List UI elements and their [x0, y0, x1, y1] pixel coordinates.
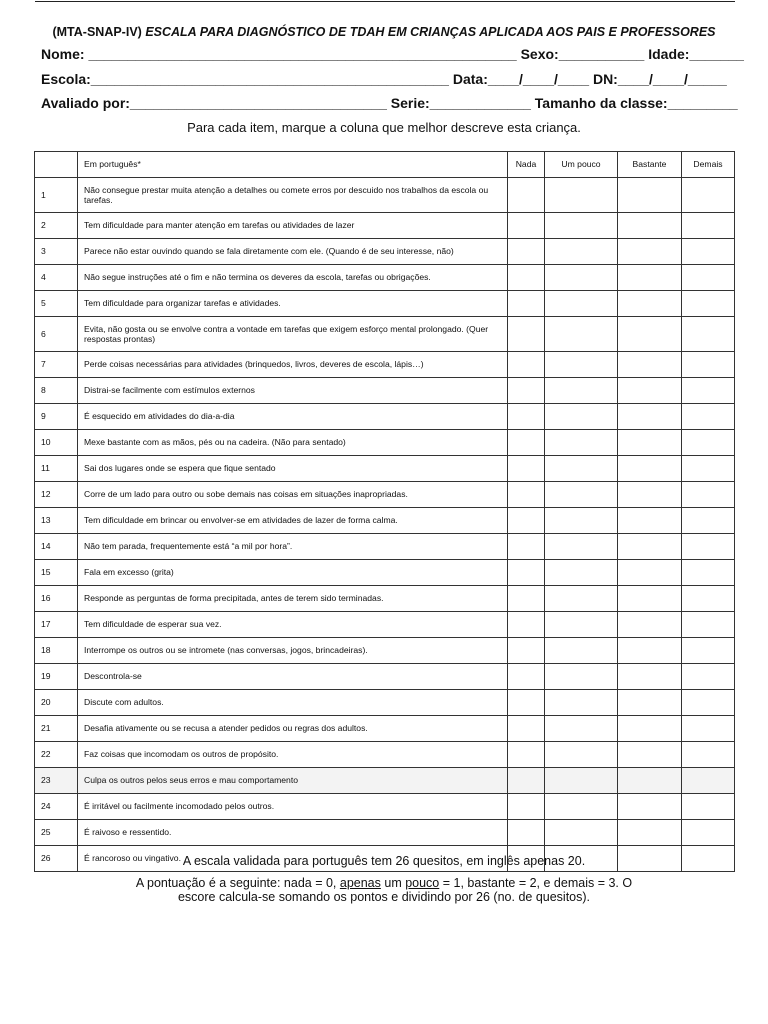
answer-cell-demais[interactable]	[682, 690, 735, 716]
table-row	[35, 456, 735, 482]
answer-cell-nada[interactable]	[508, 456, 545, 482]
header-item: Em português*	[78, 152, 508, 178]
answer-cell-nada[interactable]	[508, 534, 545, 560]
answer-cell-demais[interactable]	[682, 430, 735, 456]
item-text: Descontrola-se	[78, 664, 508, 690]
answer-cell-nada[interactable]	[508, 664, 545, 690]
answer-cell-bastante[interactable]	[618, 716, 682, 742]
answer-cell-demais[interactable]	[682, 612, 735, 638]
table-row	[35, 768, 735, 794]
item-number: 3	[35, 239, 78, 265]
answer-cell-bastante[interactable]	[618, 560, 682, 586]
table-row	[35, 482, 735, 508]
answer-cell-um-pouco[interactable]	[545, 560, 618, 586]
answer-cell-demais[interactable]	[682, 213, 735, 239]
item-number: 2	[35, 213, 78, 239]
item-text: Não segue instruções até o fim e não termina os deveres da escola, tarefas ou obrigações.	[78, 265, 508, 291]
answer-cell-demais[interactable]	[682, 265, 735, 291]
answer-cell-nada[interactable]	[508, 239, 545, 265]
answer-cell-bastante[interactable]	[618, 638, 682, 664]
table-row	[35, 239, 735, 265]
item-number: 20	[35, 690, 78, 716]
answer-cell-bastante[interactable]	[618, 291, 682, 317]
answer-cell-bastante[interactable]	[618, 794, 682, 820]
answer-cell-demais[interactable]	[682, 404, 735, 430]
item-number: 10	[35, 430, 78, 456]
answer-cell-nada[interactable]	[508, 265, 545, 291]
item-text: Mexe bastante com as mãos, pés ou na cadeira. (Não para sentado)	[78, 430, 508, 456]
answer-cell-nada[interactable]	[508, 716, 545, 742]
field-line-school-date-dob[interactable]: Escola:______________________________________________ Data:____/____/____ DN:____/____/_____	[41, 71, 727, 87]
answer-cell-demais[interactable]	[682, 742, 735, 768]
page-title	[0, 25, 768, 39]
item-number: 19	[35, 664, 78, 690]
field-line-evaluator-grade-classsize[interactable]: Avaliado por:_________________________________ Serie:_____________ Tamanho da classe:_________	[41, 95, 738, 111]
table-row	[35, 638, 735, 664]
header-bastante: Bastante	[618, 152, 682, 178]
answer-cell-demais[interactable]	[682, 508, 735, 534]
item-number: 8	[35, 378, 78, 404]
answer-cell-nada[interactable]	[508, 586, 545, 612]
answer-cell-nada[interactable]	[508, 317, 545, 352]
answer-cell-um-pouco[interactable]	[545, 638, 618, 664]
answer-cell-bastante[interactable]	[618, 482, 682, 508]
item-text: Sai dos lugares onde se espera que fique sentado	[78, 456, 508, 482]
table-row	[35, 352, 735, 378]
answer-cell-bastante[interactable]	[618, 768, 682, 794]
answer-cell-nada[interactable]	[508, 612, 545, 638]
field-line-name-sex-age[interactable]: Nome: _______________________________________________________ Sexo:___________ Idade:_______	[41, 46, 744, 62]
item-text: Faz coisas que incomodam os outros de propósito.	[78, 742, 508, 768]
answer-cell-demais[interactable]	[682, 239, 735, 265]
answer-cell-demais[interactable]	[682, 716, 735, 742]
answer-cell-um-pouco[interactable]	[545, 586, 618, 612]
item-number: 12	[35, 482, 78, 508]
answer-cell-um-pouco[interactable]	[545, 482, 618, 508]
item-number: 26	[35, 846, 78, 872]
answer-cell-bastante[interactable]	[618, 534, 682, 560]
item-text: Parece não estar ouvindo quando se fala diretamente com ele. (Quando é de seu interesse, não)	[78, 239, 508, 265]
item-number: 21	[35, 716, 78, 742]
answer-cell-nada[interactable]	[508, 560, 545, 586]
item-text: Tem dificuldade em brincar ou envolver-se em atividades de lazer de forma calma.	[78, 508, 508, 534]
answer-cell-nada[interactable]	[508, 742, 545, 768]
table-row	[35, 430, 735, 456]
item-number: 1	[35, 178, 78, 213]
answer-cell-demais[interactable]	[682, 291, 735, 317]
answer-cell-um-pouco[interactable]	[545, 742, 618, 768]
instruction-text: Para cada item, marque a coluna que melhor descreve esta criança.	[187, 120, 581, 135]
questionnaire-table	[34, 151, 735, 872]
header-nada: Nada	[508, 152, 545, 178]
item-number: 11	[35, 456, 78, 482]
table-row	[35, 178, 735, 213]
answer-cell-bastante[interactable]	[618, 178, 682, 213]
title-text: ESCALA PARA DIAGNÓSTICO DE TDAH EM CRIANÇAS APLICADA AOS PAIS E PROFESSORES	[145, 25, 716, 39]
answer-cell-demais[interactable]	[682, 664, 735, 690]
answer-cell-bastante[interactable]	[618, 239, 682, 265]
table-row	[35, 213, 735, 239]
answer-cell-bastante[interactable]	[618, 612, 682, 638]
answer-cell-bastante[interactable]	[618, 430, 682, 456]
item-text: Não consegue prestar muita atenção a detalhes ou comete erros por descuido nos trabalhos da escola ou tarefas.	[78, 178, 508, 213]
table-row	[35, 716, 735, 742]
answer-cell-demais[interactable]	[682, 560, 735, 586]
answer-cell-demais[interactable]	[682, 482, 735, 508]
answer-cell-bastante[interactable]	[618, 317, 682, 352]
answer-cell-um-pouco[interactable]	[545, 612, 618, 638]
item-number: 7	[35, 352, 78, 378]
answer-cell-um-pouco[interactable]	[545, 291, 618, 317]
answer-cell-bastante[interactable]	[618, 508, 682, 534]
item-text: É irritável ou facilmente incomodado pelos outros.	[78, 794, 508, 820]
answer-cell-um-pouco[interactable]	[545, 378, 618, 404]
item-text: É rancoroso ou vingativo.	[78, 846, 508, 872]
answer-cell-demais[interactable]	[682, 768, 735, 794]
header-um-pouco: Um pouco	[545, 152, 618, 178]
footer-scoring-line	[0, 876, 768, 890]
item-number: 16	[35, 586, 78, 612]
answer-cell-demais[interactable]	[682, 638, 735, 664]
answer-cell-nada[interactable]	[508, 291, 545, 317]
item-text: Responde as perguntas de forma precipitada, antes de terem sido terminadas.	[78, 586, 508, 612]
item-text: Distrai-se facilmente com estímulos externos	[78, 378, 508, 404]
answer-cell-bastante[interactable]	[618, 742, 682, 768]
item-text: Evita, não gosta ou se envolve contra a vontade em tarefas que exigem esforço mental prolongado. (Quer respostas prontas)	[78, 317, 508, 352]
answer-cell-nada[interactable]	[508, 352, 545, 378]
header-demais: Demais	[682, 152, 735, 178]
answer-cell-nada[interactable]	[508, 178, 545, 213]
table-row	[35, 317, 735, 352]
answer-cell-nada[interactable]	[508, 638, 545, 664]
item-number: 14	[35, 534, 78, 560]
item-number: 13	[35, 508, 78, 534]
answer-cell-nada[interactable]	[508, 820, 545, 846]
item-number: 9	[35, 404, 78, 430]
answer-cell-bastante[interactable]	[618, 404, 682, 430]
footer-score-calc: escore calcula-se somando os pontos e dividindo por 26 (no. de quesitos).	[177, 890, 591, 904]
answer-cell-um-pouco[interactable]	[545, 456, 618, 482]
item-text: Interrompe os outros ou se intromete (nas conversas, jogos, brincadeiras).	[78, 638, 508, 664]
table-row	[35, 664, 735, 690]
answer-cell-demais[interactable]	[682, 352, 735, 378]
answer-cell-demais[interactable]	[682, 178, 735, 213]
answer-cell-demais[interactable]	[682, 456, 735, 482]
answer-cell-um-pouco[interactable]	[545, 178, 618, 213]
scoring-word-apenas: apenas	[339, 876, 381, 890]
answer-cell-um-pouco[interactable]	[545, 820, 618, 846]
answer-cell-nada[interactable]	[508, 378, 545, 404]
table-row	[35, 794, 735, 820]
answer-cell-demais[interactable]	[682, 378, 735, 404]
answer-cell-nada[interactable]	[508, 794, 545, 820]
title-prefix: (MTA-SNAP-IV)	[52, 25, 142, 39]
item-number: 23	[35, 768, 78, 794]
item-number: 25	[35, 820, 78, 846]
table-row	[35, 586, 735, 612]
item-text: Culpa os outros pelos seus erros e mau comportamento	[78, 768, 508, 794]
item-number: 18	[35, 638, 78, 664]
answer-cell-bastante[interactable]	[618, 352, 682, 378]
answer-cell-bastante[interactable]	[618, 586, 682, 612]
table-row	[35, 404, 735, 430]
answer-cell-nada[interactable]	[508, 508, 545, 534]
item-number: 5	[35, 291, 78, 317]
scoring-text-c: = 1, bastante = 2, e demais = 3. O	[439, 876, 633, 890]
answer-cell-bastante[interactable]	[618, 265, 682, 291]
answer-cell-um-pouco[interactable]	[545, 768, 618, 794]
answer-cell-bastante[interactable]	[618, 690, 682, 716]
answer-cell-demais[interactable]	[682, 820, 735, 846]
answer-cell-um-pouco[interactable]	[545, 690, 618, 716]
answer-cell-um-pouco[interactable]	[545, 239, 618, 265]
table-row	[35, 560, 735, 586]
item-number: 15	[35, 560, 78, 586]
item-text: Perde coisas necessárias para atividades (brinquedos, livros, deveres de escola, lápis…)	[78, 352, 508, 378]
answer-cell-um-pouco[interactable]	[545, 265, 618, 291]
answer-cell-bastante[interactable]	[618, 664, 682, 690]
answer-cell-um-pouco[interactable]	[545, 664, 618, 690]
table-row	[35, 508, 735, 534]
answer-cell-nada[interactable]	[508, 690, 545, 716]
answer-cell-nada[interactable]	[508, 213, 545, 239]
scoring-text-a: A pontuação é a seguinte: nada = 0,	[135, 876, 340, 890]
answer-cell-nada[interactable]	[508, 768, 545, 794]
answer-cell-nada[interactable]	[508, 430, 545, 456]
item-text: Corre de um lado para outro ou sobe demais nas coisas em situações inapropriadas.	[78, 482, 508, 508]
table-row	[35, 378, 735, 404]
answer-cell-um-pouco[interactable]	[545, 508, 618, 534]
answer-cell-um-pouco[interactable]	[545, 213, 618, 239]
answer-cell-demais[interactable]	[682, 534, 735, 560]
scoring-word-pouco: pouco	[405, 876, 440, 890]
item-text: Tem dificuldade para manter atenção em tarefas ou atividades de lazer	[78, 213, 508, 239]
answer-cell-nada[interactable]	[508, 404, 545, 430]
table-row	[35, 742, 735, 768]
answer-cell-demais[interactable]	[682, 317, 735, 352]
item-text: Não tem parada, frequentemente está “a mil por hora”.	[78, 534, 508, 560]
table-row	[35, 820, 735, 846]
item-text: Tem dificuldade para organizar tarefas e atividades.	[78, 291, 508, 317]
answer-cell-bastante[interactable]	[618, 820, 682, 846]
answer-cell-um-pouco[interactable]	[545, 794, 618, 820]
answer-cell-um-pouco[interactable]	[545, 534, 618, 560]
answer-cell-demais[interactable]	[682, 586, 735, 612]
item-number: 22	[35, 742, 78, 768]
item-text: É esquecido em atividades do dia-a-dia	[78, 404, 508, 430]
item-text: Tem dificuldade de esperar sua vez.	[78, 612, 508, 638]
answer-cell-bastante[interactable]	[618, 456, 682, 482]
item-text: Desafia ativamente ou se recusa a atender pedidos ou regras dos adultos.	[78, 716, 508, 742]
table-row	[35, 612, 735, 638]
item-number: 4	[35, 265, 78, 291]
answer-cell-um-pouco[interactable]	[545, 716, 618, 742]
answer-cell-bastante[interactable]	[618, 213, 682, 239]
answer-cell-nada[interactable]	[508, 482, 545, 508]
answer-cell-demais[interactable]	[682, 794, 735, 820]
footer-validation-note: A escala validada para português tem 26 quesitos, em inglês apenas 20.	[182, 854, 586, 868]
header-number	[35, 152, 78, 178]
item-text: Discute com adultos.	[78, 690, 508, 716]
item-text: Fala em excesso (grita)	[78, 560, 508, 586]
table-header-row	[35, 152, 735, 178]
answer-cell-um-pouco[interactable]	[545, 317, 618, 352]
item-number: 24	[35, 794, 78, 820]
table-row	[35, 291, 735, 317]
table-row	[35, 534, 735, 560]
item-number: 17	[35, 612, 78, 638]
item-number: 6	[35, 317, 78, 352]
table-row	[35, 690, 735, 716]
answer-cell-um-pouco[interactable]	[545, 352, 618, 378]
answer-cell-um-pouco[interactable]	[545, 404, 618, 430]
table-row	[35, 265, 735, 291]
item-text: É raivoso e ressentido.	[78, 820, 508, 846]
answer-cell-bastante[interactable]	[618, 378, 682, 404]
scoring-text-b: um	[380, 876, 406, 890]
answer-cell-um-pouco[interactable]	[545, 430, 618, 456]
top-rule	[35, 1, 735, 2]
